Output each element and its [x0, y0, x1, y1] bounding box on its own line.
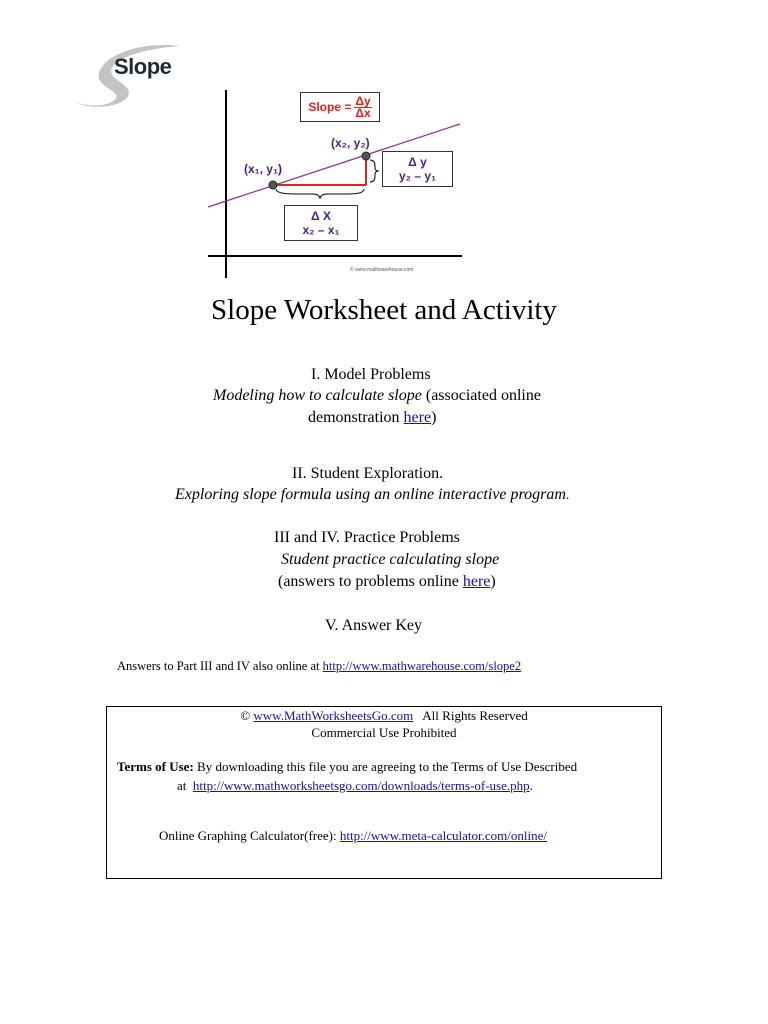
slope-formula-box — [300, 92, 380, 122]
section-three-description: Student practice calculating slope — [281, 551, 500, 568]
demonstration-here-link[interactable]: here — [403, 409, 432, 426]
section-one-demo-text: demonstration — [308, 409, 404, 426]
section-one-demo-line — [308, 409, 436, 427]
answers-online-line — [117, 659, 521, 674]
copyright-symbol: © — [240, 708, 254, 723]
section-three-answers-line — [278, 573, 496, 591]
terms-of-use-link[interactable]: http://www.mathworksheetsgo.com/downloads/terms-of-use.php — [192, 778, 530, 793]
section-two-heading: II. Student Exploration. — [292, 465, 444, 482]
section-two-end: . — [565, 487, 570, 502]
logo-text: Slope — [114, 54, 172, 79]
section-three-heading: III and IV. Practice Problems — [274, 529, 460, 546]
section-two-italic: Exploring slope formula using an online interactive program — [175, 486, 566, 503]
diagram-credit: © www.mathwarehouse.com — [350, 267, 414, 273]
copyright-line — [107, 708, 661, 724]
section-three-answers-text: (answers to problems online — [278, 573, 463, 590]
section-five-heading: V. Answer Key — [325, 617, 423, 634]
slope-fraction — [354, 93, 371, 120]
run-brace — [276, 189, 364, 199]
point-one — [269, 181, 277, 189]
terms-end: . — [529, 778, 533, 793]
slope-diagram — [200, 88, 470, 283]
rights-text: All Rights Reserved — [413, 708, 528, 723]
section-one-demo-close: ) — [431, 409, 437, 426]
answers-here-link[interactable]: here — [462, 573, 491, 590]
point-one-label: (x₁, y₁) — [244, 162, 282, 176]
section-one-heading: I. Model Problems — [311, 366, 431, 383]
section-two-description — [175, 486, 569, 504]
delta-x-box — [284, 205, 358, 241]
section-three-answers-close: ) — [490, 573, 496, 590]
point-two — [362, 152, 370, 160]
slope-numerator: Δy — [355, 93, 371, 108]
rise-brace — [370, 160, 379, 182]
calculator-text: Online Graphing Calculator(free): — [159, 828, 340, 843]
delta-y-formula: y₂ – y₁ — [399, 169, 436, 183]
answers-online-text: Answers to Part III and IV also online at — [117, 659, 323, 673]
slope-denominator: Δx — [355, 105, 371, 120]
point-two-label: (x₂, y₂) — [331, 136, 370, 150]
section-one-description — [213, 387, 541, 405]
slope-formula-label: Slope = — [308, 100, 352, 114]
calculator-line — [159, 828, 547, 844]
delta-x-label: Δ X — [311, 209, 331, 223]
terms-label: Terms of Use: — [117, 759, 194, 774]
section-one-rest: (associated online — [421, 387, 541, 404]
commercial-use-line: Commercial Use Prohibited — [311, 725, 457, 740]
delta-y-label: Δ y — [408, 155, 427, 169]
terms-of-use-line — [117, 759, 577, 775]
terms-at-text: at — [177, 778, 193, 793]
terms-text: By downloading this file you are agreeing to the Terms of Use Described — [193, 759, 578, 774]
terms-link-line — [177, 778, 533, 794]
section-one-italic: Modeling how to calculate slope — [213, 387, 422, 404]
delta-x-formula: x₂ – x₁ — [302, 223, 340, 237]
meta-calculator-link[interactable]: http://www.meta-calculator.com/online/ — [339, 828, 547, 843]
delta-y-box — [382, 151, 453, 187]
terms-box — [106, 706, 662, 879]
page-title: Slope Worksheet and Activity — [211, 294, 557, 326]
mathworksheetsgo-link[interactable]: www.MathWorksheetsGo.com — [253, 708, 414, 723]
slope-logo — [70, 40, 190, 110]
slope2-link[interactable]: http://www.mathwarehouse.com/slope2 — [322, 659, 522, 673]
